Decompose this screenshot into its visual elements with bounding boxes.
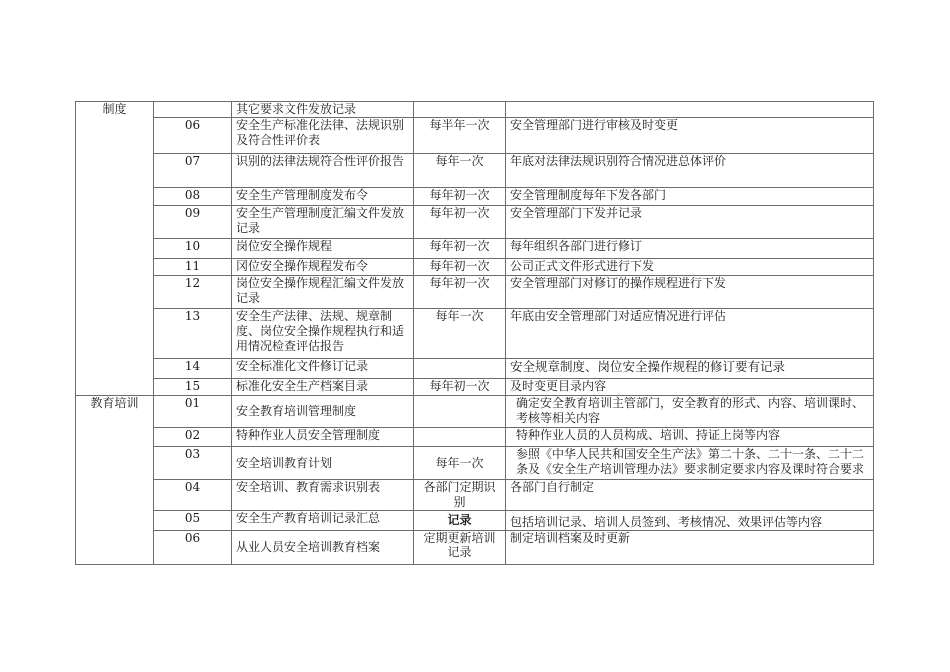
record-note: 安全管理部门下发并记录 bbox=[506, 206, 874, 239]
record-note: 年底对法律法规识别符合情况进总体评价 bbox=[506, 154, 874, 188]
record-note: 制定培训档案及时更新 bbox=[506, 531, 874, 565]
record-note: 安全管理部门进行审核及时变更 bbox=[506, 118, 874, 154]
record-name: 从业人员安全培训教育档案 bbox=[232, 531, 414, 565]
record-name: 安全生产管理制度汇编文件发放记录 bbox=[232, 206, 414, 239]
record-name: 其它要求文件发放记录 bbox=[232, 102, 414, 118]
record-note: 公司正式文件形式进行下发 bbox=[506, 259, 874, 276]
record-name: 安全标准化文件修订记录 bbox=[232, 359, 414, 379]
record-name: 安全教育培训管理制度 bbox=[232, 396, 414, 428]
row-number: 07 bbox=[154, 154, 232, 188]
record-name: 安全生产教育培训记录汇总 bbox=[232, 511, 414, 531]
table-row bbox=[76, 379, 874, 396]
record-note: 安全规章制度、岗位安全操作规程的修订要有记录 bbox=[506, 359, 874, 379]
record-frequency: 每年初一次 bbox=[414, 379, 506, 396]
record-note: 参照《中华人民共和国安全生产法》第二十条、二十一条、二十二条及《安全生产培训管理办法》要求制定要求内容及课时符合要求 bbox=[506, 447, 874, 480]
row-number: 03 bbox=[154, 447, 232, 480]
table-row bbox=[76, 118, 874, 154]
table-row bbox=[76, 359, 874, 379]
record-name: 识别的法律法规符合性评价报告 bbox=[232, 154, 414, 188]
row-number: 14 bbox=[154, 359, 232, 379]
record-frequency: 每半年一次 bbox=[414, 118, 506, 154]
record-note: 各部门自行制定 bbox=[506, 480, 874, 511]
table-row bbox=[76, 154, 874, 188]
record-frequency: 记录 bbox=[414, 511, 506, 531]
row-number: 11 bbox=[154, 259, 232, 276]
row-number: 09 bbox=[154, 206, 232, 239]
record-frequency: 每年初一次 bbox=[414, 259, 506, 276]
record-note: 安全管理制度每年下发各部门 bbox=[506, 188, 874, 206]
record-name: 安全生产标准化法律、法规识别及符合性评价表 bbox=[232, 118, 414, 154]
record-note: 特种作业人员的人员构成、培训、持证上岗等内容 bbox=[506, 428, 874, 447]
record-note: 安全管理部门对修订的操作规程进行下发 bbox=[506, 276, 874, 309]
record-name: 冈位安全操作规程发布令 bbox=[232, 259, 414, 276]
record-frequency: 各部门定期识别 bbox=[414, 480, 506, 511]
row-number: 06 bbox=[154, 118, 232, 154]
record-frequency: 每年初一次 bbox=[414, 206, 506, 239]
row-number: 05 bbox=[154, 511, 232, 531]
row-number: 13 bbox=[154, 309, 232, 359]
record-name: 标准化安全生产档案目录 bbox=[232, 379, 414, 396]
table-row bbox=[76, 309, 874, 359]
record-note: 确定安全教育培训主管部门，安全教育的形式、内容、培训课时、考核等相关内容 bbox=[506, 396, 874, 428]
record-name: 安全培训教育计划 bbox=[232, 447, 414, 480]
table-row bbox=[76, 396, 874, 428]
row-number: 10 bbox=[154, 239, 232, 259]
record-frequency: 定期更新培训记录 bbox=[414, 531, 506, 565]
record-frequency: 每年一次 bbox=[414, 447, 506, 480]
row-number: 15 bbox=[154, 379, 232, 396]
record-frequency: 每年初一次 bbox=[414, 239, 506, 259]
record-note: 及时变更目录内容 bbox=[506, 379, 874, 396]
record-frequency: 每年一次 bbox=[414, 154, 506, 188]
table-row bbox=[76, 239, 874, 259]
row-number: 12 bbox=[154, 276, 232, 309]
table-row bbox=[76, 428, 874, 447]
row-number: 08 bbox=[154, 188, 232, 206]
record-name: 安全生产法律、法规、规章制度、岗位安全操作规程执行和适用情况检查评估报告 bbox=[232, 309, 414, 359]
table-row bbox=[76, 480, 874, 511]
category-cell bbox=[76, 396, 154, 565]
record-frequency bbox=[414, 102, 506, 118]
record-name: 安全培训、教育需求识别表 bbox=[232, 480, 414, 511]
category-cell: 制度 bbox=[76, 102, 154, 396]
table-row bbox=[76, 102, 874, 118]
row-number: 04 bbox=[154, 480, 232, 511]
record-frequency: 每年初一次 bbox=[414, 188, 506, 206]
table-row bbox=[76, 188, 874, 206]
row-number bbox=[154, 102, 232, 118]
table-row bbox=[76, 259, 874, 276]
record-name: 岗位安全操作规程 bbox=[232, 239, 414, 259]
record-frequency: 每年一次 bbox=[414, 309, 506, 359]
record-frequency: 每年初一次 bbox=[414, 276, 506, 309]
table-row bbox=[76, 511, 874, 531]
record-frequency bbox=[414, 428, 506, 447]
record-note: 年底由安全管理部门对适应情况进行评估 bbox=[506, 309, 874, 359]
row-number: 01 bbox=[154, 396, 232, 428]
table-row bbox=[76, 447, 874, 480]
record-name: 特种作业人员安全管理制度 bbox=[232, 428, 414, 447]
row-number: 02 bbox=[154, 428, 232, 447]
record-note bbox=[506, 102, 874, 118]
record-name: 安全生产管理制度发布令 bbox=[232, 188, 414, 206]
records-table bbox=[75, 101, 874, 565]
record-frequency bbox=[414, 359, 506, 379]
table-row bbox=[76, 276, 874, 309]
record-note: 包括培训记录、培训人员签到、考核情况、效果评估等内容 bbox=[506, 511, 874, 531]
table-row bbox=[76, 531, 874, 565]
table-row bbox=[76, 206, 874, 239]
record-note: 每年组织各部门进行修订 bbox=[506, 239, 874, 259]
record-frequency bbox=[414, 396, 506, 428]
row-number: 06 bbox=[154, 531, 232, 565]
record-name: 岗位安全操作规程汇编文件发放记录 bbox=[232, 276, 414, 309]
category-label: 教育培训 bbox=[90, 396, 139, 410]
